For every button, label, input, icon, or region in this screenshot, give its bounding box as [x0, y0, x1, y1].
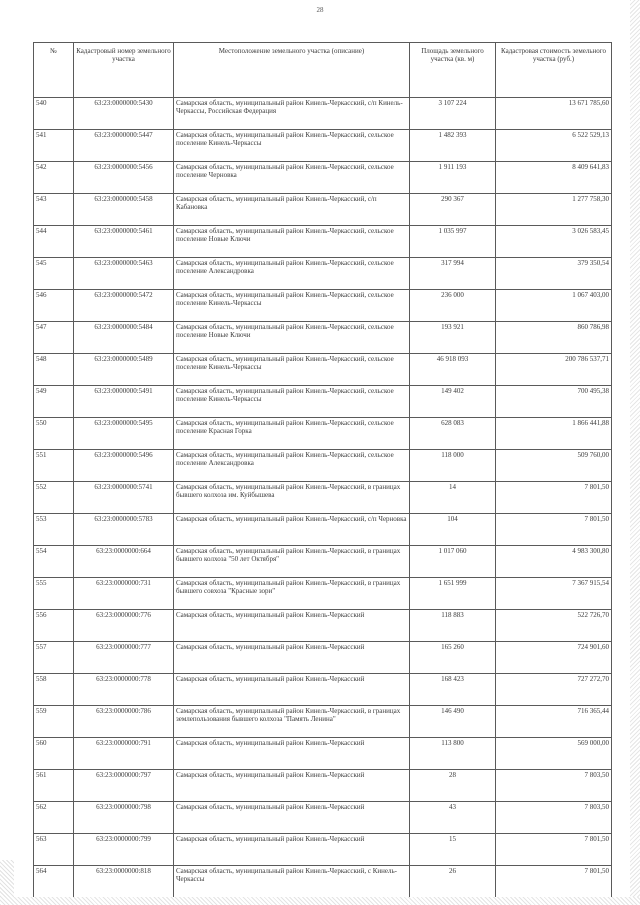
row-number: 547: [34, 322, 74, 354]
area-value: 1 482 393: [410, 130, 496, 162]
cadastral-cost-value: 3 026 583,45: [496, 226, 612, 258]
row-number: 549: [34, 386, 74, 418]
header-cadastral-number: Кадастровый номер земельного участка: [74, 43, 174, 98]
cadastral-cost-value: 7 367 915,54: [496, 578, 612, 610]
area-value: 236 000: [410, 290, 496, 322]
area-value: 118 000: [410, 450, 496, 482]
row-number: 561: [34, 770, 74, 802]
cadastral-number: 63:23:0000000:777: [74, 642, 174, 674]
location-description: Самарская область, муниципальный район Кинель-Черкасский: [174, 610, 410, 642]
row-number: 557: [34, 642, 74, 674]
table-row: [34, 674, 612, 706]
row-number: 545: [34, 258, 74, 290]
cadastral-cost-value: 1 866 441,88: [496, 418, 612, 450]
row-number: 544: [34, 226, 74, 258]
cadastral-number: 63:23:0000000:5430: [74, 98, 174, 130]
table-row: [34, 866, 612, 898]
table-row: [34, 162, 612, 194]
location-description: Самарская область, муниципальный район Кинель-Черкасский: [174, 802, 410, 834]
cadastral-cost-value: 509 760,00: [496, 450, 612, 482]
header-number: №: [34, 43, 74, 98]
cadastral-cost-value: 1 067 403,00: [496, 290, 612, 322]
cadastral-cost-value: 7 801,50: [496, 514, 612, 546]
cadastral-cost-value: 724 901,60: [496, 642, 612, 674]
location-description: Самарская область, муниципальный район Кинель-Черкасский, сельское поселение Кинель-Черкассы: [174, 130, 410, 162]
location-description: Самарская область, муниципальный район Кинель-Черкасский, с Кинель-Черкассы: [174, 866, 410, 898]
header-area: Площадь земельного участка (кв. м): [410, 43, 496, 98]
cadastral-cost-value: 7 803,50: [496, 802, 612, 834]
location-description: Самарская область, муниципальный район Кинель-Черкасский: [174, 642, 410, 674]
row-number: 548: [34, 354, 74, 386]
location-description: Самарская область, муниципальный район Кинель-Черкасский, в границах землепользования бывшего колхоза "Память Ленина": [174, 706, 410, 738]
cadastral-cost-value: 569 000,00: [496, 738, 612, 770]
location-description: Самарская область, муниципальный район Кинель-Черкасский, сельское поселение Черновка: [174, 162, 410, 194]
location-description: Самарская область, муниципальный район Кинель-Черкасский, с/п Кинель-Черкассы, Российская Федерация: [174, 98, 410, 130]
area-value: 15: [410, 834, 496, 866]
table-row: [34, 226, 612, 258]
table-body: [34, 98, 612, 898]
cadastral-cost-value: 860 786,98: [496, 322, 612, 354]
row-number: 555: [34, 578, 74, 610]
area-value: 28: [410, 770, 496, 802]
row-number: 564: [34, 866, 74, 898]
area-value: 290 367: [410, 194, 496, 226]
location-description: Самарская область, муниципальный район Кинель-Черкасский, в границах бывшего совхоза "Красные зори": [174, 578, 410, 610]
cadastral-number: 63:23:0000000:5472: [74, 290, 174, 322]
cadastral-number: 63:23:0000000:664: [74, 546, 174, 578]
cadastral-cost-value: 700 495,38: [496, 386, 612, 418]
location-description: Самарская область, муниципальный район Кинель-Черкасский, сельское поселение Красная Горка: [174, 418, 410, 450]
area-value: 118 883: [410, 610, 496, 642]
cadastral-cost-value: 7 801,50: [496, 482, 612, 514]
location-description: Самарская область, муниципальный район Кинель-Черкасский, сельское поселение Кинель-Черкассы: [174, 386, 410, 418]
cadastral-number: 63:23:0000000:5463: [74, 258, 174, 290]
row-number: 563: [34, 834, 74, 866]
cadastral-number: 63:23:0000000:5456: [74, 162, 174, 194]
table-header-row: [34, 43, 612, 98]
location-description: Самарская область, муниципальный район Кинель-Черкасский, в границах бывшего колхоза им. Куйбышева: [174, 482, 410, 514]
table-row: [34, 610, 612, 642]
row-number: 559: [34, 706, 74, 738]
location-description: Самарская область, муниципальный район Кинель-Черкасский: [174, 770, 410, 802]
area-value: 1 911 193: [410, 162, 496, 194]
row-number: 542: [34, 162, 74, 194]
location-description: Самарская область, муниципальный район Кинель-Черкасский, с/п Кабановка: [174, 194, 410, 226]
cadastral-cost-value: 1 277 758,30: [496, 194, 612, 226]
location-description: Самарская область, муниципальный район Кинель-Черкасский, сельское поселение Александровка: [174, 258, 410, 290]
cadastral-number: 63:23:0000000:5783: [74, 514, 174, 546]
cadastral-number: 63:23:0000000:799: [74, 834, 174, 866]
location-description: Самарская область, муниципальный район Кинель-Черкасский, сельское поселение Кинель-Черкассы: [174, 290, 410, 322]
cadastral-number: 63:23:0000000:5489: [74, 354, 174, 386]
row-number: 558: [34, 674, 74, 706]
area-value: 165 260: [410, 642, 496, 674]
row-number: 551: [34, 450, 74, 482]
area-value: 104: [410, 514, 496, 546]
table-row: [34, 770, 612, 802]
cadastral-number: 63:23:0000000:818: [74, 866, 174, 898]
table-row: [34, 514, 612, 546]
row-number: 556: [34, 610, 74, 642]
table-row: [34, 290, 612, 322]
cadastral-cost-value: 200 786 537,71: [496, 354, 612, 386]
area-value: 1 035 997: [410, 226, 496, 258]
cadastral-number: 63:23:0000000:798: [74, 802, 174, 834]
location-description: Самарская область, муниципальный район Кинель-Черкасский, с/п Черновка: [174, 514, 410, 546]
location-description: Самарская область, муниципальный район Кинель-Черкасский, сельское поселение Новые Ключи: [174, 226, 410, 258]
area-value: 3 107 224: [410, 98, 496, 130]
cadastral-number: 63:23:0000000:5491: [74, 386, 174, 418]
cadastral-number: 63:23:0000000:5447: [74, 130, 174, 162]
header-location: Местоположение земельного участка (описание): [174, 43, 410, 98]
header-cadastral-cost: Кадастровая стоимость земельного участка (руб.): [496, 43, 612, 98]
cadastral-cost-value: 7 801,50: [496, 866, 612, 898]
row-number: 550: [34, 418, 74, 450]
table-row: [34, 802, 612, 834]
cadastral-cost-value: 4 983 300,80: [496, 546, 612, 578]
cadastral-number: 63:23:0000000:5741: [74, 482, 174, 514]
cadastral-cost-value: 379 350,54: [496, 258, 612, 290]
cadastral-cost-value: 727 272,70: [496, 674, 612, 706]
area-value: 168 423: [410, 674, 496, 706]
table-row: [34, 130, 612, 162]
location-description: Самарская область, муниципальный район Кинель-Черкасский: [174, 834, 410, 866]
location-description: Самарская область, муниципальный район Кинель-Черкасский, сельское поселение Александровка: [174, 450, 410, 482]
cadastral-cost-value: 522 726,70: [496, 610, 612, 642]
cadastral-cost-value: 8 409 641,83: [496, 162, 612, 194]
row-number: 546: [34, 290, 74, 322]
table-row: [34, 386, 612, 418]
location-description: Самарская область, муниципальный район Кинель-Черкасский, в границах бывшего колхоза "50 лет Октября": [174, 546, 410, 578]
cadastral-number: 63:23:0000000:776: [74, 610, 174, 642]
scan-edge-bottom: [0, 897, 640, 905]
table-row: [34, 738, 612, 770]
area-value: 628 083: [410, 418, 496, 450]
cadastral-cost-value: 13 671 785,60: [496, 98, 612, 130]
table-row: [34, 258, 612, 290]
row-number: 553: [34, 514, 74, 546]
cadastral-number: 63:23:0000000:5461: [74, 226, 174, 258]
land-plots-table: [33, 42, 612, 898]
table-row: [34, 450, 612, 482]
row-number: 554: [34, 546, 74, 578]
cadastral-number: 63:23:0000000:791: [74, 738, 174, 770]
table-row: [34, 482, 612, 514]
row-number: 562: [34, 802, 74, 834]
area-value: 26: [410, 866, 496, 898]
area-value: 46 918 093: [410, 354, 496, 386]
scan-edge-right: [630, 0, 640, 905]
page-number: 28: [316, 6, 324, 14]
table-row: [34, 194, 612, 226]
location-description: Самарская область, муниципальный район Кинель-Черкасский, сельское поселение Новые Ключи: [174, 322, 410, 354]
row-number: 540: [34, 98, 74, 130]
area-value: 43: [410, 802, 496, 834]
row-number: 560: [34, 738, 74, 770]
area-value: 113 800: [410, 738, 496, 770]
row-number: 541: [34, 130, 74, 162]
table-row: [34, 578, 612, 610]
cadastral-number: 63:23:0000000:5496: [74, 450, 174, 482]
cadastral-number: 63:23:0000000:778: [74, 674, 174, 706]
cadastral-number: 63:23:0000000:786: [74, 706, 174, 738]
cadastral-number: 63:23:0000000:731: [74, 578, 174, 610]
cadastral-cost-value: 6 522 529,13: [496, 130, 612, 162]
cadastral-number: 63:23:0000000:5458: [74, 194, 174, 226]
area-value: 317 994: [410, 258, 496, 290]
table-row: [34, 546, 612, 578]
table-row: [34, 706, 612, 738]
area-value: 14: [410, 482, 496, 514]
cadastral-number: 63:23:0000000:5484: [74, 322, 174, 354]
area-value: 1 651 999: [410, 578, 496, 610]
area-value: 1 017 060: [410, 546, 496, 578]
table-row: [34, 418, 612, 450]
location-description: Самарская область, муниципальный район Кинель-Черкасский: [174, 674, 410, 706]
location-description: Самарская область, муниципальный район Кинель-Черкасский, сельское поселение Кинель-Черкассы: [174, 354, 410, 386]
cadastral-cost-value: 7 803,50: [496, 770, 612, 802]
location-description: Самарская область, муниципальный район Кинель-Черкасский: [174, 738, 410, 770]
area-value: 149 402: [410, 386, 496, 418]
cadastral-cost-value: 716 365,44: [496, 706, 612, 738]
cadastral-cost-value: 7 801,50: [496, 834, 612, 866]
row-number: 543: [34, 194, 74, 226]
table-row: [34, 322, 612, 354]
row-number: 552: [34, 482, 74, 514]
cadastral-number: 63:23:0000000:797: [74, 770, 174, 802]
cadastral-number: 63:23:0000000:5495: [74, 418, 174, 450]
table-row: [34, 354, 612, 386]
table-row: [34, 98, 612, 130]
area-value: 146 490: [410, 706, 496, 738]
table-row: [34, 834, 612, 866]
table-row: [34, 642, 612, 674]
area-value: 193 921: [410, 322, 496, 354]
